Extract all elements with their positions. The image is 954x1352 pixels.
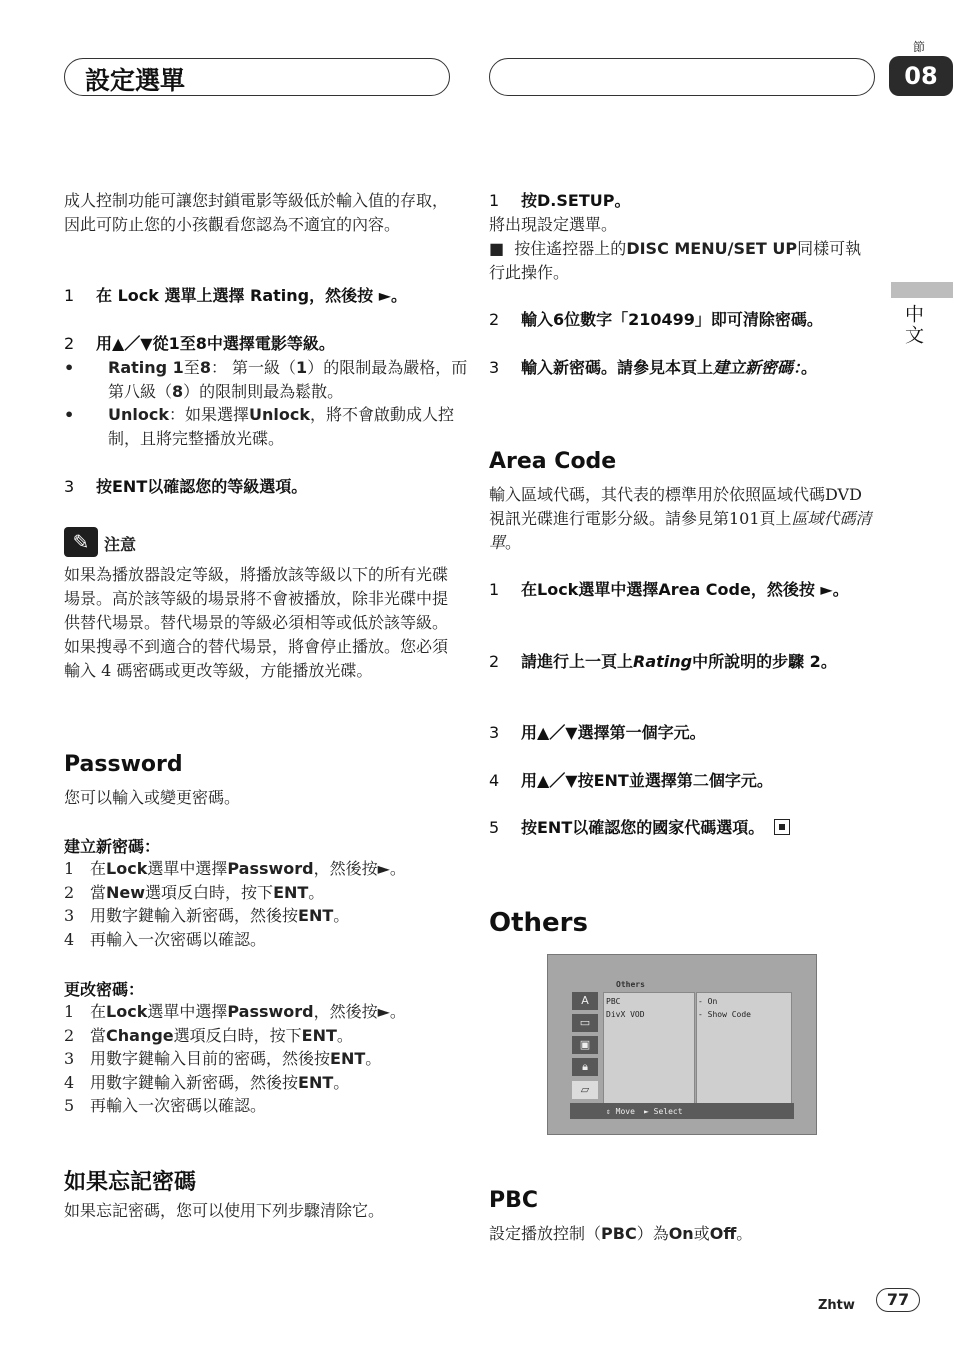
language-icon: ▣ xyxy=(572,1036,598,1054)
language-code: Zhtw xyxy=(818,1298,855,1313)
screen-footer-select: ► Select xyxy=(644,1107,683,1116)
language-tab-label: 中文 xyxy=(902,304,924,346)
note-label: 注意 xyxy=(104,535,137,554)
screen-values-panel xyxy=(696,992,792,1104)
screen-item-divx: DivX VOD xyxy=(606,1010,645,1019)
list-item: 2 當New選項反白時，按下ENT。 xyxy=(64,882,325,902)
page-title: 設定選單 xyxy=(85,66,186,95)
others-heading: Others xyxy=(489,908,588,938)
chapter-label: 節 xyxy=(913,40,926,54)
clear-step-1-tip: ■ 按住遙控器上的DISC MENU/SET UP同樣可執行此操作。 xyxy=(489,239,862,282)
clear-step-1-desc: 將出現設定選單。 xyxy=(489,215,618,234)
rating-step-1: 1 在 Lock 選單上選擇 Rating，然後按 ►。 xyxy=(64,286,407,305)
chapter-number: 08 xyxy=(889,56,953,96)
rating-step-2: 2 用▲／▼從1至8中選擇電影等級。 xyxy=(64,334,335,353)
list-item: 3 用數字鍵輸入目前的密碼，然後按ENT。 xyxy=(64,1049,382,1068)
area-code-desc: 輸入區域代碼，其代表的標準用於依照區域代碼DVD視訊光碟進行電影分級。請參見第101頁上區域代碼清單。 xyxy=(489,485,872,552)
stop-square-icon xyxy=(774,819,790,835)
clear-step-2: 2 輸入6位數字「210499」即可清除密碼。 xyxy=(489,310,823,329)
clear-step-3: 3 輸入新密碼。請參見本頁上建立新密碼：。 xyxy=(489,358,818,377)
password-desc: 您可以輸入或變更密碼。 xyxy=(64,788,241,807)
lock-icon: 🔒︎ xyxy=(572,1058,598,1076)
change-password-steps xyxy=(64,1000,450,1118)
clear-step-1: 1 按D.SETUP。 xyxy=(489,191,631,210)
password-heading: Password xyxy=(64,752,183,777)
area-step-4: 4 用▲／▼按ENT並選擇第二個字元。 xyxy=(489,771,773,790)
change-password-heading: 更改密碼： xyxy=(64,980,145,999)
new-password-steps xyxy=(64,857,450,951)
area-step-2: 2 請進行上一頁上Rating中所說明的步驟 2。 xyxy=(489,652,837,671)
rating-step-3: 3 按ENT以確認您的等級選項。 xyxy=(64,477,308,496)
display-icon: ▭ xyxy=(572,1014,598,1032)
list-item: 4 用數字鍵輸入新密碼，然後按ENT。 xyxy=(64,1072,350,1092)
forgot-password-heading: 如果忘記密碼 xyxy=(64,1170,197,1195)
screen-items-panel xyxy=(603,992,695,1104)
area-step-1: 1 在Lock選單中選擇Area Code，然後按 ►。 xyxy=(489,580,849,599)
rating-bullet-1: • Rating 1至8： 第一級（1）的限制最為嚴格，而第八級（8）的限制則最為鬆散。 xyxy=(64,358,468,401)
area-step-3: 3 用▲／▼選擇第一個字元。 xyxy=(489,723,706,742)
page-number: 77 xyxy=(876,1288,920,1312)
list-item: 1 在Lock選單中選擇Password，然後按►。 xyxy=(64,1002,406,1021)
screen-title: Others xyxy=(616,980,645,989)
screen-value-showcode: - Show Code xyxy=(698,1010,751,1019)
list-item: 5 再輸入一次密碼以確認。 xyxy=(64,1096,267,1115)
area-code-heading: Area Code xyxy=(489,449,617,474)
screen-item-pbc: PBC xyxy=(606,997,621,1006)
others-icon: ▱ xyxy=(572,1081,598,1099)
pbc-desc: 設定播放控制（PBC）為On或Off。 xyxy=(489,1224,753,1243)
pencil-icon: ✎ xyxy=(64,527,98,557)
others-menu-screenshot xyxy=(547,954,817,1135)
title-pill xyxy=(64,58,450,96)
list-item: 1 在Lock選單中選擇Password，然後按►。 xyxy=(64,859,406,878)
language-tab-bar xyxy=(891,282,953,298)
new-password-heading: 建立新密碼： xyxy=(64,837,161,856)
header-pill-empty xyxy=(489,58,875,96)
area-step-5: 5 按ENT以確認您的國家代碼選項。 xyxy=(489,816,875,840)
pbc-heading: PBC xyxy=(489,1188,539,1213)
list-item: 3 用數字鍵輸入新密碼，然後按ENT。 xyxy=(64,906,350,925)
screen-value-on: - On xyxy=(698,997,718,1006)
audio-icon: A xyxy=(572,992,598,1010)
screen-footer-move: ⇕ Move xyxy=(606,1107,635,1116)
rating-bullet-2: • Unlock：如果選擇Unlock，將不會啟動成人控制，且將完整播放光碟。 xyxy=(64,405,454,448)
forgot-password-desc: 如果忘記密碼，您可以使用下列步驟清除它。 xyxy=(64,1201,385,1220)
list-item: 4 再輸入一次密碼以確認。 xyxy=(64,929,267,949)
list-item: 2 當Change選項反白時，按下ENT。 xyxy=(64,1025,353,1045)
intro-text: 成人控制功能可讓您封鎖電影等級低於輸入值的存取，因此可防止您的小孩觀看您認為不適宜的內容。 xyxy=(64,191,449,234)
note-text: 如果為播放器設定等級，將播放該等級以下的所有光碟場景。高於該等級的場景將不會被播放，除非光碟中提供替代場景。替代場景的等級必須相等或低於該等級。如果搜尋不到適合的替代場景，將會停止播放。您必須輸入 4 碼密碼或更改等級，方能播放光碟。 xyxy=(64,565,449,680)
